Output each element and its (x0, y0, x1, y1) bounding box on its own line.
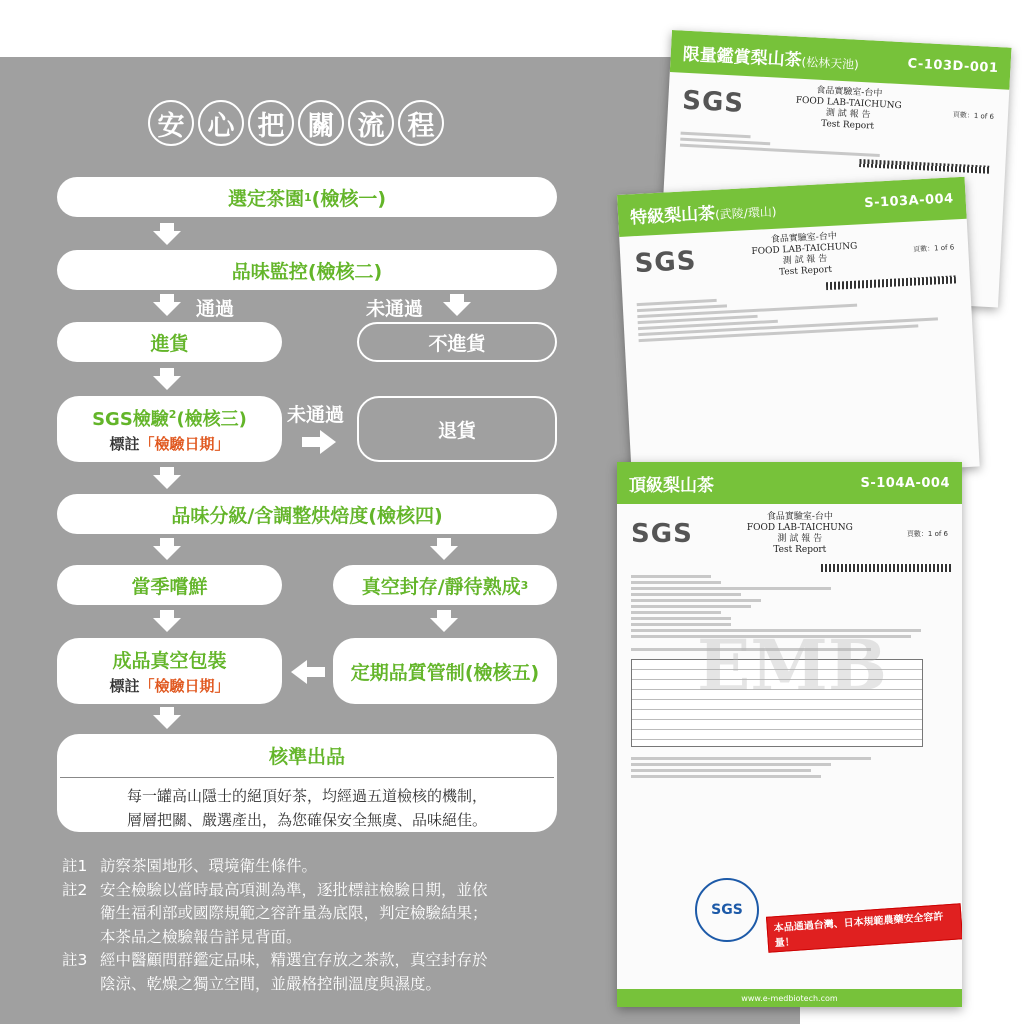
cert-title-text: 頂級梨山茶 (629, 475, 714, 496)
release-divider (60, 777, 554, 778)
product-mark-label: 標註 (109, 677, 140, 695)
text-line (631, 617, 731, 620)
note-3 (62, 949, 562, 996)
barcode (821, 564, 951, 572)
safety-stamp: 本品通過台灣、日本規範農藥安全容許量！ (766, 903, 962, 953)
sgs-seal-icon: SGS (695, 878, 759, 942)
text-line (631, 593, 741, 596)
note-2 (62, 879, 562, 950)
text-line (631, 587, 831, 590)
title-char: 關 (298, 100, 344, 146)
step1-sup: 1 (303, 190, 312, 204)
grade-check: (檢核四) (368, 504, 443, 527)
cert-title-sub: (武陵/環山) (714, 204, 777, 222)
barcode (859, 159, 989, 174)
lab-name-en: FOOD LAB-TAICHUNG (746, 523, 853, 533)
arrow-down-icon (153, 231, 181, 245)
no-stock-label: 不進貨 (428, 332, 486, 355)
cert-title-text: 特級梨山茶 (629, 203, 716, 228)
release-label: 核準出品 (268, 746, 345, 768)
step1-check: (檢核一) (311, 187, 387, 210)
note-line: 訪察茶園地形、環境衛生條件。 (100, 857, 318, 875)
title-char: 安 (148, 100, 194, 146)
step-grading (57, 494, 557, 534)
arrow-down-icon (430, 618, 458, 632)
arrow-down-icon (430, 546, 458, 560)
cert-code: S-104A-004 (860, 475, 950, 491)
sgs-mark-label: 標註 (109, 434, 140, 453)
lab-name: 食品實驗室-台中 (770, 231, 838, 246)
cert-page: 頁數：1 of 6 (906, 530, 948, 538)
release-desc-1: 每一罐高山隱士的絕頂好茶，均經過五道檢核的機制， (126, 787, 487, 805)
note-key: 註2 (62, 880, 88, 899)
note-line: 經中醫顧問群鑑定品味，精選宜存放之茶款，真空封存於 (100, 951, 488, 969)
step-taste-monitor (57, 250, 557, 290)
title-char: 程 (398, 100, 444, 146)
sgs-mark-date: 「檢驗日期」 (139, 434, 230, 453)
stock-box (57, 322, 282, 362)
cert-page: 頁數：1 of 6 (952, 110, 995, 121)
note-line: 衛生福利部或國際規範之容許量為底限，判定檢驗結果； (100, 904, 488, 922)
title-char: 把 (248, 100, 294, 146)
product-mark-date: 「檢驗日期」 (139, 677, 230, 695)
product-mark (109, 675, 229, 696)
title-char: 心 (198, 100, 244, 146)
emb-watermark: EMB (697, 624, 888, 707)
vacuum-label: 真空封存/靜待熟成 (361, 575, 521, 598)
arrow-down-icon (153, 475, 181, 489)
cert-title (629, 195, 777, 228)
website: www.e-medbiotech.com (741, 993, 838, 1003)
cert-title (629, 471, 714, 496)
product-pack-label: 成品真空包裝 (112, 650, 227, 672)
cert-title (682, 39, 859, 73)
product-pack-box (57, 638, 282, 704)
fresh-box (57, 565, 282, 605)
sgs-sup: 2 (168, 407, 177, 421)
cert-lab (695, 228, 914, 283)
arrow-down-icon (153, 546, 181, 560)
cert-header (617, 462, 962, 504)
stock-label: 進貨 (150, 332, 189, 355)
lab-name-en: FOOD LAB-TAICHUNG (751, 241, 858, 258)
step2-check: (檢核二) (307, 260, 383, 283)
text-line (631, 763, 831, 766)
fail2-label: 未通過 (287, 404, 345, 426)
notes (62, 855, 562, 996)
text-line (631, 757, 871, 760)
note-line: 安全檢驗以當時最高項測為準，逐批標註檢驗日期，並依 (100, 880, 488, 899)
arrow-down-icon (153, 376, 181, 390)
no-stock-box (357, 322, 557, 362)
arrow-down-icon (443, 302, 471, 316)
sgs-check: (檢核三) (176, 408, 247, 430)
sgs-logo: SGS (631, 519, 693, 549)
text-line (631, 769, 811, 772)
note-line: 本茶品之檢驗報告詳見背面。 (100, 927, 302, 946)
step-select-garden (57, 177, 557, 217)
report-name: 測 試 報 告 (777, 534, 823, 544)
arrow-down-icon (153, 302, 181, 316)
step2-label: 品味監控 (231, 260, 308, 283)
text-line (631, 575, 711, 578)
note-line: 陰涼、乾燥之獨立空間，並嚴格控制溫度與濕度。 (100, 974, 442, 993)
cert-lab (743, 82, 954, 137)
return-box (357, 396, 557, 462)
arrow-left-icon (291, 660, 325, 684)
cert-lab (693, 512, 907, 556)
text-line (631, 611, 721, 614)
text-line (631, 599, 761, 602)
lab-name: 食品實驗室-台中 (816, 85, 883, 100)
title-char: 流 (348, 100, 394, 146)
certificate-2 (617, 177, 980, 485)
lab-name-en: FOOD LAB-TAICHUNG (795, 95, 902, 112)
periodic-qc-box (333, 638, 557, 704)
arrow-down-icon (153, 618, 181, 632)
cert-page: 頁數：1 of 6 (912, 243, 955, 254)
page-title (148, 100, 444, 146)
text-line (680, 144, 880, 157)
report-name-en: Test Report (773, 545, 827, 555)
note-key: 註3 (62, 951, 88, 969)
periodic-label: 定期品質管制 (350, 661, 465, 684)
report-name-en: Test Report (820, 118, 875, 132)
cert-footer (617, 989, 962, 1007)
report-name-en: Test Report (778, 264, 833, 278)
lab-name: 食品實驗室-台中 (766, 512, 833, 522)
cert-title-text: 限量鑑賞梨山茶 (682, 44, 803, 71)
vacuum-sup: 3 (520, 578, 529, 592)
sgs-logo: SGS (633, 245, 698, 280)
sgs-inspection-box (57, 396, 282, 462)
return-label: 退貨 (437, 419, 476, 442)
sgs-logo: SGS (681, 85, 745, 119)
grade-label: 品味分級/含調整烘焙度 (171, 504, 369, 527)
step1-label: 選定茶園 (227, 187, 304, 210)
cert-title-sub: (松林天池) (801, 54, 860, 72)
sgs-mark (109, 433, 229, 454)
text-line (631, 775, 821, 778)
sgs-label: SGS檢驗 (92, 408, 169, 430)
text-line (631, 605, 751, 608)
fail-label: 未通過 (366, 298, 424, 320)
release-desc-2: 層層把關、嚴選產出，為您確保安全無虞、品味絕佳。 (126, 811, 487, 829)
note-1 (62, 855, 562, 879)
arrow-down-icon (153, 715, 181, 729)
report-name: 測 試 報 告 (782, 254, 828, 267)
periodic-check: (檢核五) (464, 661, 540, 684)
certificate-3 (617, 462, 962, 1007)
cert-top (617, 504, 962, 564)
note-key: 註1 (62, 857, 88, 875)
cert-code: C-103D-001 (907, 55, 999, 76)
cert-code: S-103A-004 (863, 190, 955, 211)
report-name: 測 試 報 告 (825, 108, 871, 121)
fresh-label: 當季嚐鮮 (131, 575, 208, 598)
arrow-right-icon (302, 430, 336, 454)
release-box (57, 734, 557, 832)
text-line (631, 581, 721, 584)
sgs-title (92, 405, 247, 431)
cert-body (617, 564, 962, 778)
pass-label: 通過 (196, 298, 235, 320)
vacuum-seal-box (333, 565, 557, 605)
